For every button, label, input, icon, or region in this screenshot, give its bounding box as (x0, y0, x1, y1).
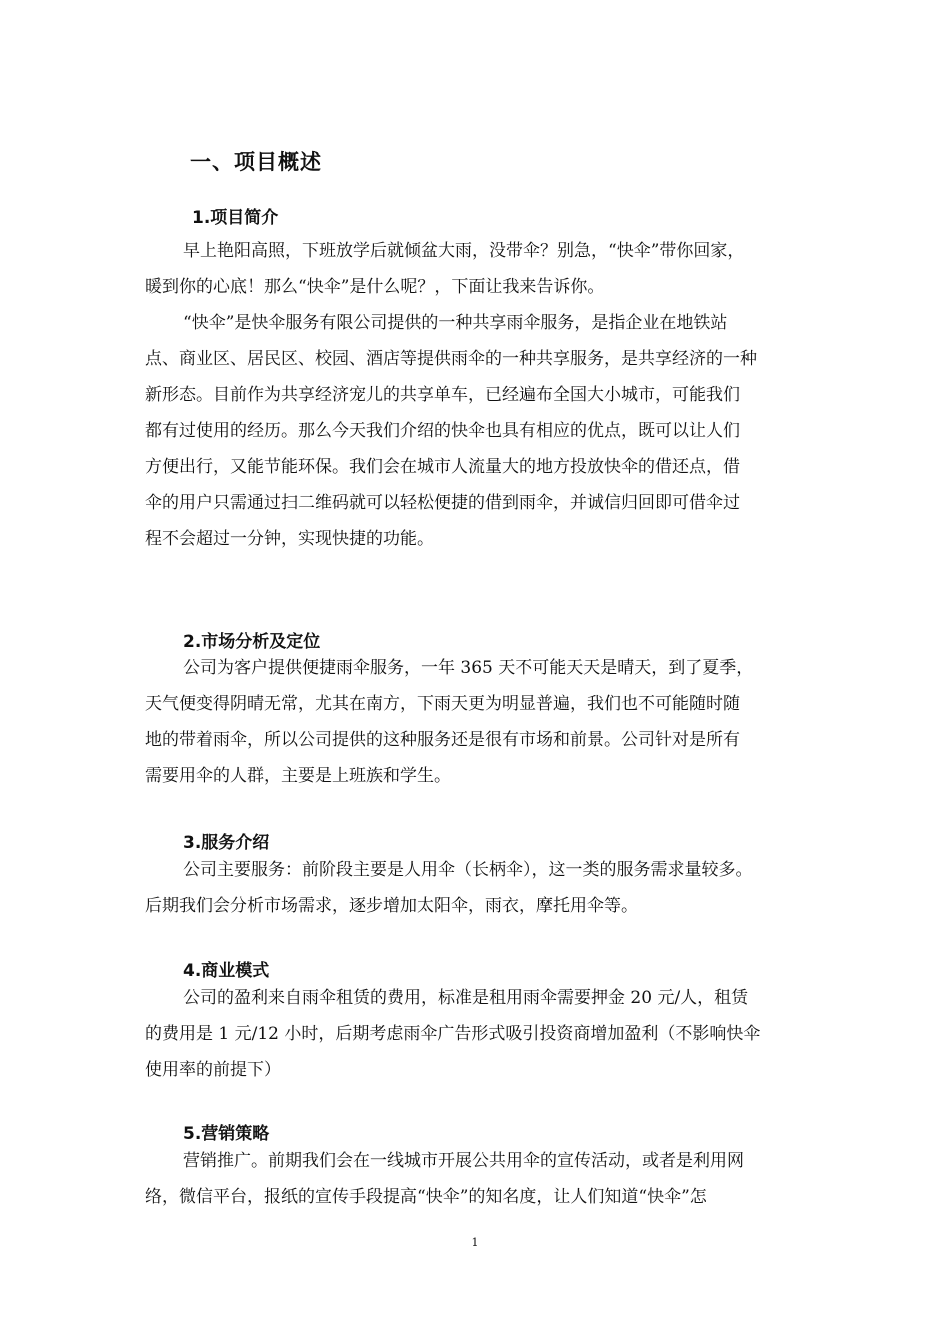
paragraph-line: 新形态。目前作为共享经济宠儿的共享单车，已经遍布全国大小城市，可能我们 (145, 385, 740, 405)
paragraph-line: 天气便变得阴晴无常，尤其在南方，下雨天更为明显普遍，我们也不可能随时随 (145, 694, 740, 714)
paragraph-line: “快伞”是快伞服务有限公司提供的一种共享雨伞服务，是指企业在地铁站 (183, 313, 728, 333)
paragraph-line: 早上艳阳高照，下班放学后就倾盆大雨，没带伞？别急，“快伞”带你回家， (183, 241, 745, 261)
intro-paragraph-2 (145, 305, 807, 557)
main-heading: 一、项目概述 (190, 150, 322, 174)
paragraph-line: 地的带着雨伞，所以公司提供的这种服务还是很有市场和前景。公司针对是所有 (145, 730, 740, 750)
section-title-intro: 1.项目简介 (192, 208, 279, 228)
page-number: 1 (471, 1236, 479, 1249)
paragraph-line: 暖到你的心底！那么“快伞”是什么呢？，下面让我来告诉你。 (145, 277, 605, 297)
paragraph-line: 都有过使用的经历。那么今天我们介绍的快伞也具有相应的优点，既可以让人们 (145, 421, 740, 441)
marketing-paragraph (145, 1143, 807, 1215)
paragraph-line: 公司为客户提供便捷雨伞服务，一年 365 天不可能天天是晴天，到了夏季， (183, 658, 754, 678)
paragraph-line: 公司的盈利来自雨伞租赁的费用，标准是租用雨伞需要押金 20 元/人，租赁 (183, 988, 749, 1008)
paragraph-line: 的费用是 1 元/12 小时，后期考虑雨伞广告形式吸引投资商增加盈利（不影响快伞 (145, 1024, 761, 1044)
intro-paragraph-1 (145, 233, 807, 305)
paragraph-line: 公司主要服务：前阶段主要是人用伞（长柄伞），这一类的服务需求量较多。 (183, 860, 753, 880)
paragraph-line: 使用率的前提下） (145, 1060, 281, 1080)
section-title-marketing: 5.营销策略 (183, 1124, 270, 1144)
paragraph-line: 方便出行，又能节能环保。我们会在城市人流量大的地方投放快伞的借还点，借 (145, 457, 740, 477)
paragraph-line: 点、商业区、居民区、校园、酒店等提供雨伞的一种共享服务，是共享经济的一种 (145, 349, 757, 369)
paragraph-line: 需要用伞的人群，主要是上班族和学生。 (145, 766, 451, 786)
business-paragraph (145, 980, 807, 1088)
section-title-service: 3.服务介绍 (183, 833, 270, 853)
service-paragraph (145, 852, 807, 924)
market-paragraph (145, 650, 807, 794)
paragraph-line: 后期我们会分析市场需求，逐步增加太阳伞，雨衣，摩托用伞等。 (145, 896, 638, 916)
paragraph-line: 程不会超过一分钟，实现快捷的功能。 (145, 529, 434, 549)
paragraph-line: 营销推广。前期我们会在一线城市开展公共用伞的宣传活动，或者是利用网 (183, 1151, 744, 1171)
paragraph-line: 伞的用户只需通过扫二维码就可以轻松便捷的借到雨伞，并诚信归回即可借伞过 (145, 493, 740, 513)
section-title-business: 4.商业模式 (183, 961, 270, 981)
paragraph-line: 络，微信平台，报纸的宣传手段提高“快伞”的知名度，让人们知道“快伞”怎 (145, 1187, 707, 1207)
section-title-market: 2.市场分析及定位 (183, 632, 321, 652)
